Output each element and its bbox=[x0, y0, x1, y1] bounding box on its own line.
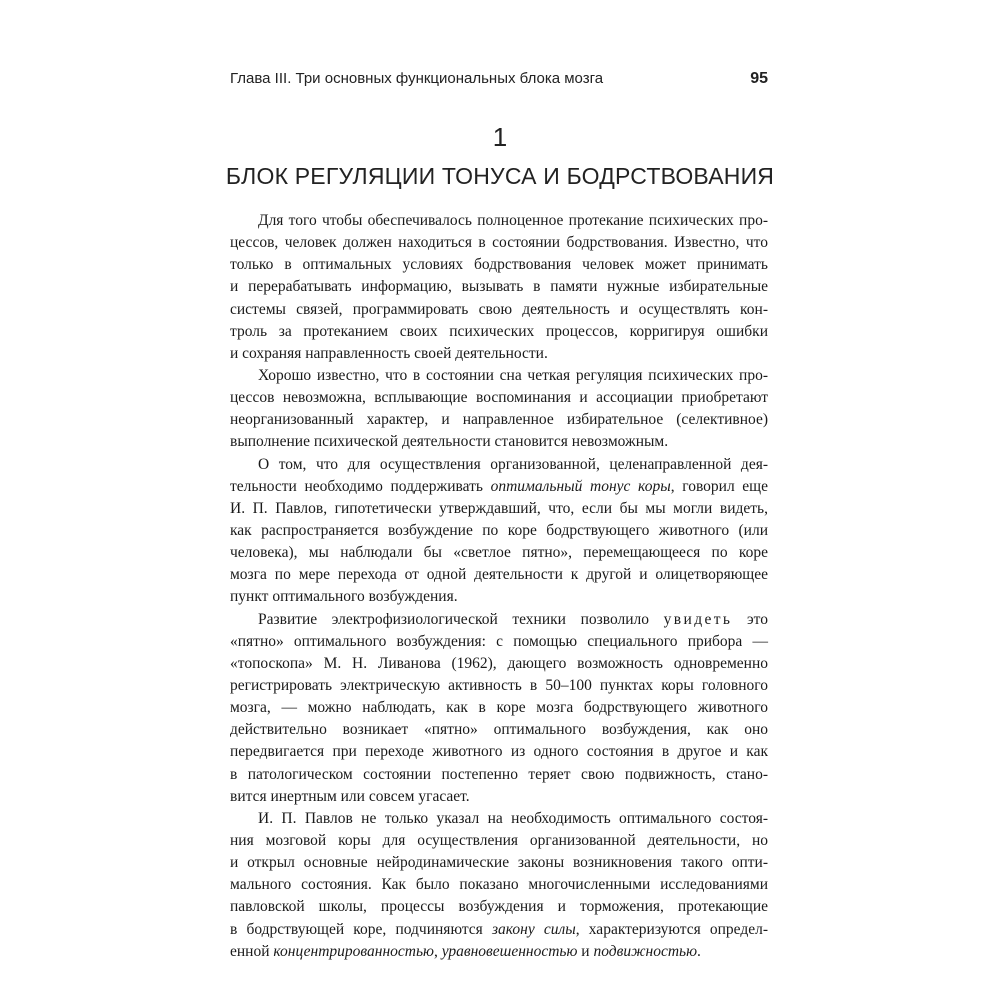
italic-term: концентрированностью bbox=[273, 942, 434, 960]
text-line: Для того чтобы обеспечивалось полноценное протекание психических про- bbox=[258, 212, 768, 229]
italic-term: закону силы bbox=[491, 920, 576, 938]
text-line: в патологическом состоянии постепенно теряет свою подвижность, стано- bbox=[230, 765, 768, 783]
paragraph bbox=[230, 808, 768, 963]
text-line: мозга по мере перехода от одной деятельности к другой и олицетворяющее bbox=[230, 566, 768, 584]
paragraph bbox=[230, 454, 768, 609]
text-line: выполнение психической деятельности становится невозможным. bbox=[230, 433, 669, 451]
italic-term: уравновешенностью bbox=[441, 942, 578, 960]
text-line: и сохраняя направленность своей деятельности. bbox=[230, 344, 548, 362]
text-line: И. П. Павлов не только указал на необходимость оптимального состоя- bbox=[258, 809, 768, 827]
text-line: как распространяется возбуждение по коре бодрствующего животного (или bbox=[230, 521, 768, 539]
running-head-chapter: Глава III. Три основных функциональных блока мозга bbox=[230, 70, 604, 87]
text-line: системы связей, программировать свою деятельность и осуществлять кон- bbox=[230, 300, 768, 318]
text-line: «топоскопа» М. Н. Ливанова (1962), дающего возможность одновременно bbox=[230, 654, 768, 672]
text-line: человека), мы наблюдали бы «светлое пятно», перемещающееся по коре bbox=[230, 544, 768, 562]
italic-term: подвижностью bbox=[593, 942, 697, 960]
text-line: павловской школы, процессы возбуждения и торможения, протекающие bbox=[230, 898, 768, 916]
running-head bbox=[230, 70, 768, 88]
spaced-emphasis: увидеть bbox=[663, 610, 733, 628]
text-line: цессов, человек должен находиться в состоянии бодрствования. Известно, что bbox=[230, 234, 768, 252]
text-line: в бодрствующей коре, подчиняются закону силы, характеризуются определ- bbox=[230, 920, 769, 938]
text-line: передвигается при переходе животного из одного состояния в другое и как bbox=[230, 743, 768, 761]
text-line: только в оптимальных условиях бодрствования человек может принимать bbox=[230, 256, 768, 274]
text-line: Хорошо известно, что в состоянии сна четкая регуляция психических про- bbox=[258, 366, 768, 384]
text-line: вится инертным или совсем угасает. bbox=[230, 787, 470, 805]
text-line: енной концентрированностью, уравновешенностью и подвижностью. bbox=[230, 942, 701, 960]
italic-term: оптимальный тонус коры bbox=[490, 477, 671, 495]
text-line: О том, что для осуществления организованной, целенаправленной дея- bbox=[258, 455, 768, 473]
text-line: неорганизованный характер, и направленное избирательное (селективное) bbox=[230, 411, 768, 429]
text-line: пункт оптимального возбуждения. bbox=[230, 588, 458, 606]
text-line: ния мозговой коры для осуществления организованной деятельности, но bbox=[230, 831, 768, 849]
text-line: и открыл основные нейродинамические законы возникновения такого опти- bbox=[230, 854, 768, 872]
text-line: «пятно» оптимального возбуждения: с помощью специального прибора — bbox=[230, 632, 768, 650]
body-text bbox=[230, 210, 768, 963]
text-line: Развитие электрофизиологической техники позволило увидеть это bbox=[258, 610, 768, 628]
paragraph bbox=[230, 365, 768, 454]
page-number: 95 bbox=[750, 70, 768, 87]
text-line: тельности необходимо поддерживать оптимальный тонус коры, говорил еще bbox=[230, 477, 768, 495]
text-line: мального состояния. Как было показано многочисленными исследованиями bbox=[230, 876, 768, 894]
text-line: мозга, — можно наблюдать, как в коре мозга бодрствующего животного bbox=[230, 699, 768, 717]
section-number: 1 bbox=[492, 122, 508, 152]
text-line: троль за протеканием своих психических процессов, корригируя ошибки bbox=[230, 322, 768, 340]
text-line: действительно возникает «пятно» оптимального возбуждения, как оно bbox=[230, 721, 768, 739]
paragraph bbox=[230, 609, 768, 808]
paragraph bbox=[230, 210, 768, 365]
section-title: БЛОК РЕГУЛЯЦИИ ТОНУСА И БОДРСТВОВАНИЯ bbox=[225, 163, 775, 189]
text-line: И. П. Павлов, гипотетически утверждавший, что, если бы мы могли видеть, bbox=[230, 499, 768, 517]
text-line: цессов невозможна, всплывающие воспоминания и ассоциации приобретают bbox=[230, 389, 768, 407]
text-line: регистрировать электрическую активность в 50–100 пунктах коры головного bbox=[230, 676, 768, 694]
text-line: и перерабатывать информацию, вызывать в памяти нужные избирательные bbox=[230, 278, 768, 296]
